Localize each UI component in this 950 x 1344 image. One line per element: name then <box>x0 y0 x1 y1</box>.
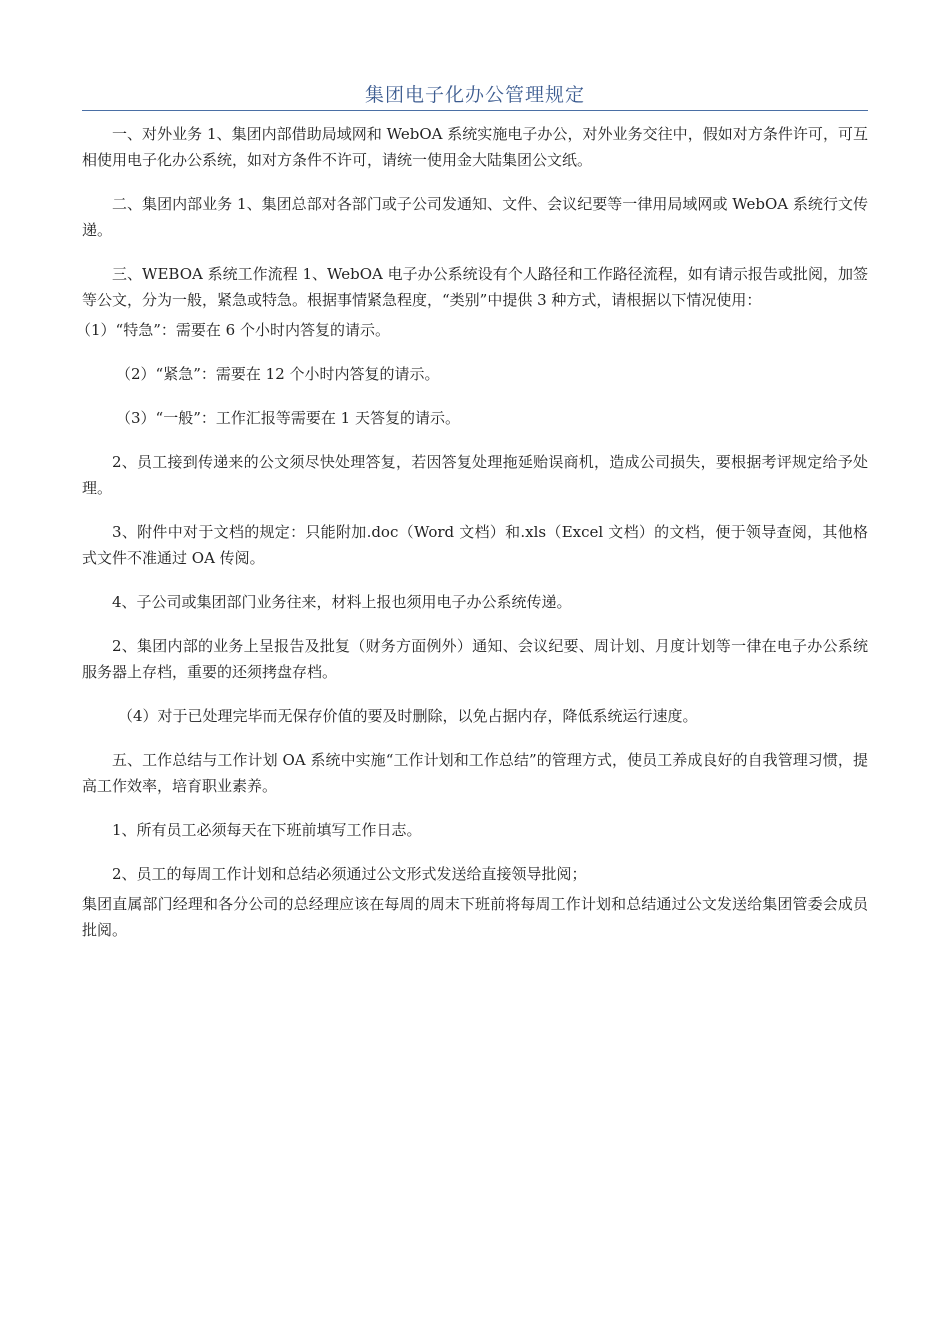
paragraph-delete-rule: （4）对于已处理完毕而无保存价值的要及时删除，以免占据内存，降低系统运行速度。 <box>118 707 698 725</box>
paragraph-daily-log: 1、所有员工必须每天在下班前填写工作日志。 <box>112 821 422 839</box>
document-page <box>76 0 868 943</box>
paragraph-work-summary: 五、工作总结与工作计划 OA 系统中实施“工作计划和工作总结”的管理方式，使员工养成良好的自我管理习惯，提高工作效率，培育职业素养。 <box>82 751 868 795</box>
paragraph-attachment-rule: 3、附件中对于文档的规定：只能附加.doc（Word 文档）和.xls（Excel 文档）的文档，便于领导查阅，其他格式文件不准通过 OA 传阅。 <box>82 523 868 567</box>
paragraph-archive-rule: 2、集团内部的业务上呈报告及批复（财务方面例外）通知、会议纪要、周计划、月度计划等一律在电子办公系统服务器上存档，重要的还须拷盘存档。 <box>82 637 868 681</box>
paragraph-external-business: 一、对外业务 1、集团内部借助局域网和 WebOA 系统实施电子办公，对外业务交往中，假如对方条件许可，可互相使用电子化办公系统，如对方条件不许可，请统一使用金大陆集团公文纸。 <box>82 125 868 169</box>
title-underline <box>82 110 868 111</box>
paragraph-internal-business: 二、集团内部业务 1、集团总部对各部门或子公司发通知、文件、会议纪要等一律用局域网或 WebOA 系统行文传递。 <box>82 195 868 239</box>
document-title: 集团电子化办公管理规定 <box>364 84 585 106</box>
paragraph-normal-level-3: （3）“一般”：工作汇报等需要在 1 天答复的请示。 <box>116 409 460 427</box>
document-body <box>76 121 868 943</box>
paragraph-handling-rule: 2、员工接到传递来的公文须尽快处理答复，若因答复处理拖延贻误商机，造成公司损失，要根据考评规定给予处理。 <box>82 453 868 497</box>
paragraph-weekly-plan: 2、员工的每周工作计划和总结必须通过公文形式发送给直接领导批阅； <box>112 865 587 883</box>
paragraph-urgent-level-2: （2）“紧急”：需要在 12 个小时内答复的请示。 <box>116 365 440 383</box>
paragraph-weboa-workflow: 三、WEBOA 系统工作流程 1、WebOA 电子办公系统设有个人路径和工作路径流程，如有请示报告或批阅，加签等公文，分为一般，紧急或特急。根据事情紧急程度，“类别”中提供 3 种方式，请根据以下情况使用： <box>82 265 868 309</box>
paragraph-subsidiary-rule: 4、子公司或集团部门业务往来，材料上报也须用电子办公系统传递。 <box>112 593 572 611</box>
paragraph-urgent-level-1: （1）“特急”：需要在 6 个小时内答复的请示。 <box>76 321 390 339</box>
paragraph-manager-plan: 集团直属部门经理和各分公司的总经理应该在每周的周末下班前将每周工作计划和总结通过公文发送给集团管委会成员批阅。 <box>82 895 868 939</box>
